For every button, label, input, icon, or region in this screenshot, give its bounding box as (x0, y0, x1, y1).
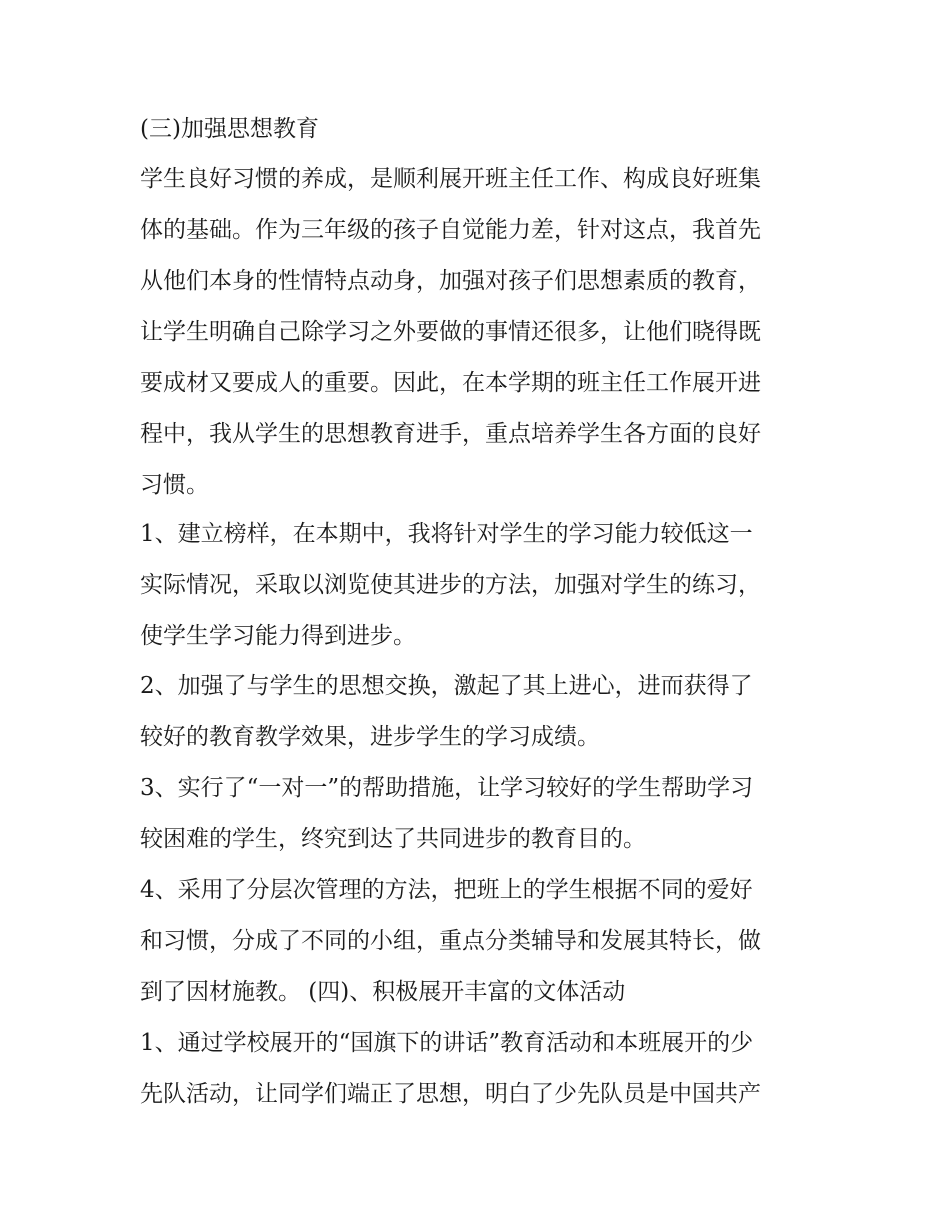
list-item-line: 4、采用了分层次管理的方法，把班上的学生根据不同的爱好 (140, 877, 753, 903)
paragraph-line: 让学生明确自己除学习之外要做的事情还很多，让他们晓得既 (140, 319, 761, 345)
list-item-line: 1、建立榜样，在本期中，我将针对学生的学习能力较低这一 (140, 521, 753, 547)
list-item-line: 较好的教育教学效果，进步学生的学习成绩。 (140, 724, 600, 750)
list-item-line: 先队活动，让同学们端正了思想，明白了少先队员是中国共产 (140, 1081, 761, 1107)
list-item-line: 3、实行了“一对一”的帮助措施，让学习较好的学生帮助学习 (140, 775, 754, 801)
section-heading: (三)加强思想教育 (140, 116, 319, 142)
paragraph-line: 习惯。 (140, 472, 209, 498)
list-item-line: 1、通过学校展开的“国旗下的讲话”教育活动和本班展开的少 (140, 1030, 754, 1056)
paragraph-line: 要成材又要成人的重要。因此，在本学期的班主任工作展开进 (140, 370, 761, 396)
list-item-line: 使学生学习能力得到进步。 (140, 623, 416, 649)
list-item-line: 实际情况，采取以浏览使其进步的方法，加强对学生的练习， (140, 572, 761, 598)
list-item-line: 到了因材施教。 (四)、积极展开丰富的文体活动 (140, 979, 626, 1005)
list-item-line: 较困难的学生，终究到达了共同进步的教育目的。 (140, 826, 646, 852)
paragraph-line: 程中，我从学生的思想教育进手，重点培养学生各方面的良好 (140, 421, 761, 447)
paragraph-line: 学生良好习惯的养成，是顺利展开班主任工作、构成良好班集 (140, 166, 761, 192)
list-item-line: 2、加强了与学生的思想交换，激起了其上进心，进而获得了 (140, 673, 753, 699)
paragraph-line: 从他们本身的性情特点动身，加强对孩子们思想素质的教育， (140, 268, 761, 294)
list-item-line: 和习惯，分成了不同的小组，重点分类辅导和发展其特长，做 (140, 928, 761, 954)
paragraph-line: 体的基础。作为三年级的孩子自觉能力差，针对这点，我首先 (140, 217, 761, 243)
